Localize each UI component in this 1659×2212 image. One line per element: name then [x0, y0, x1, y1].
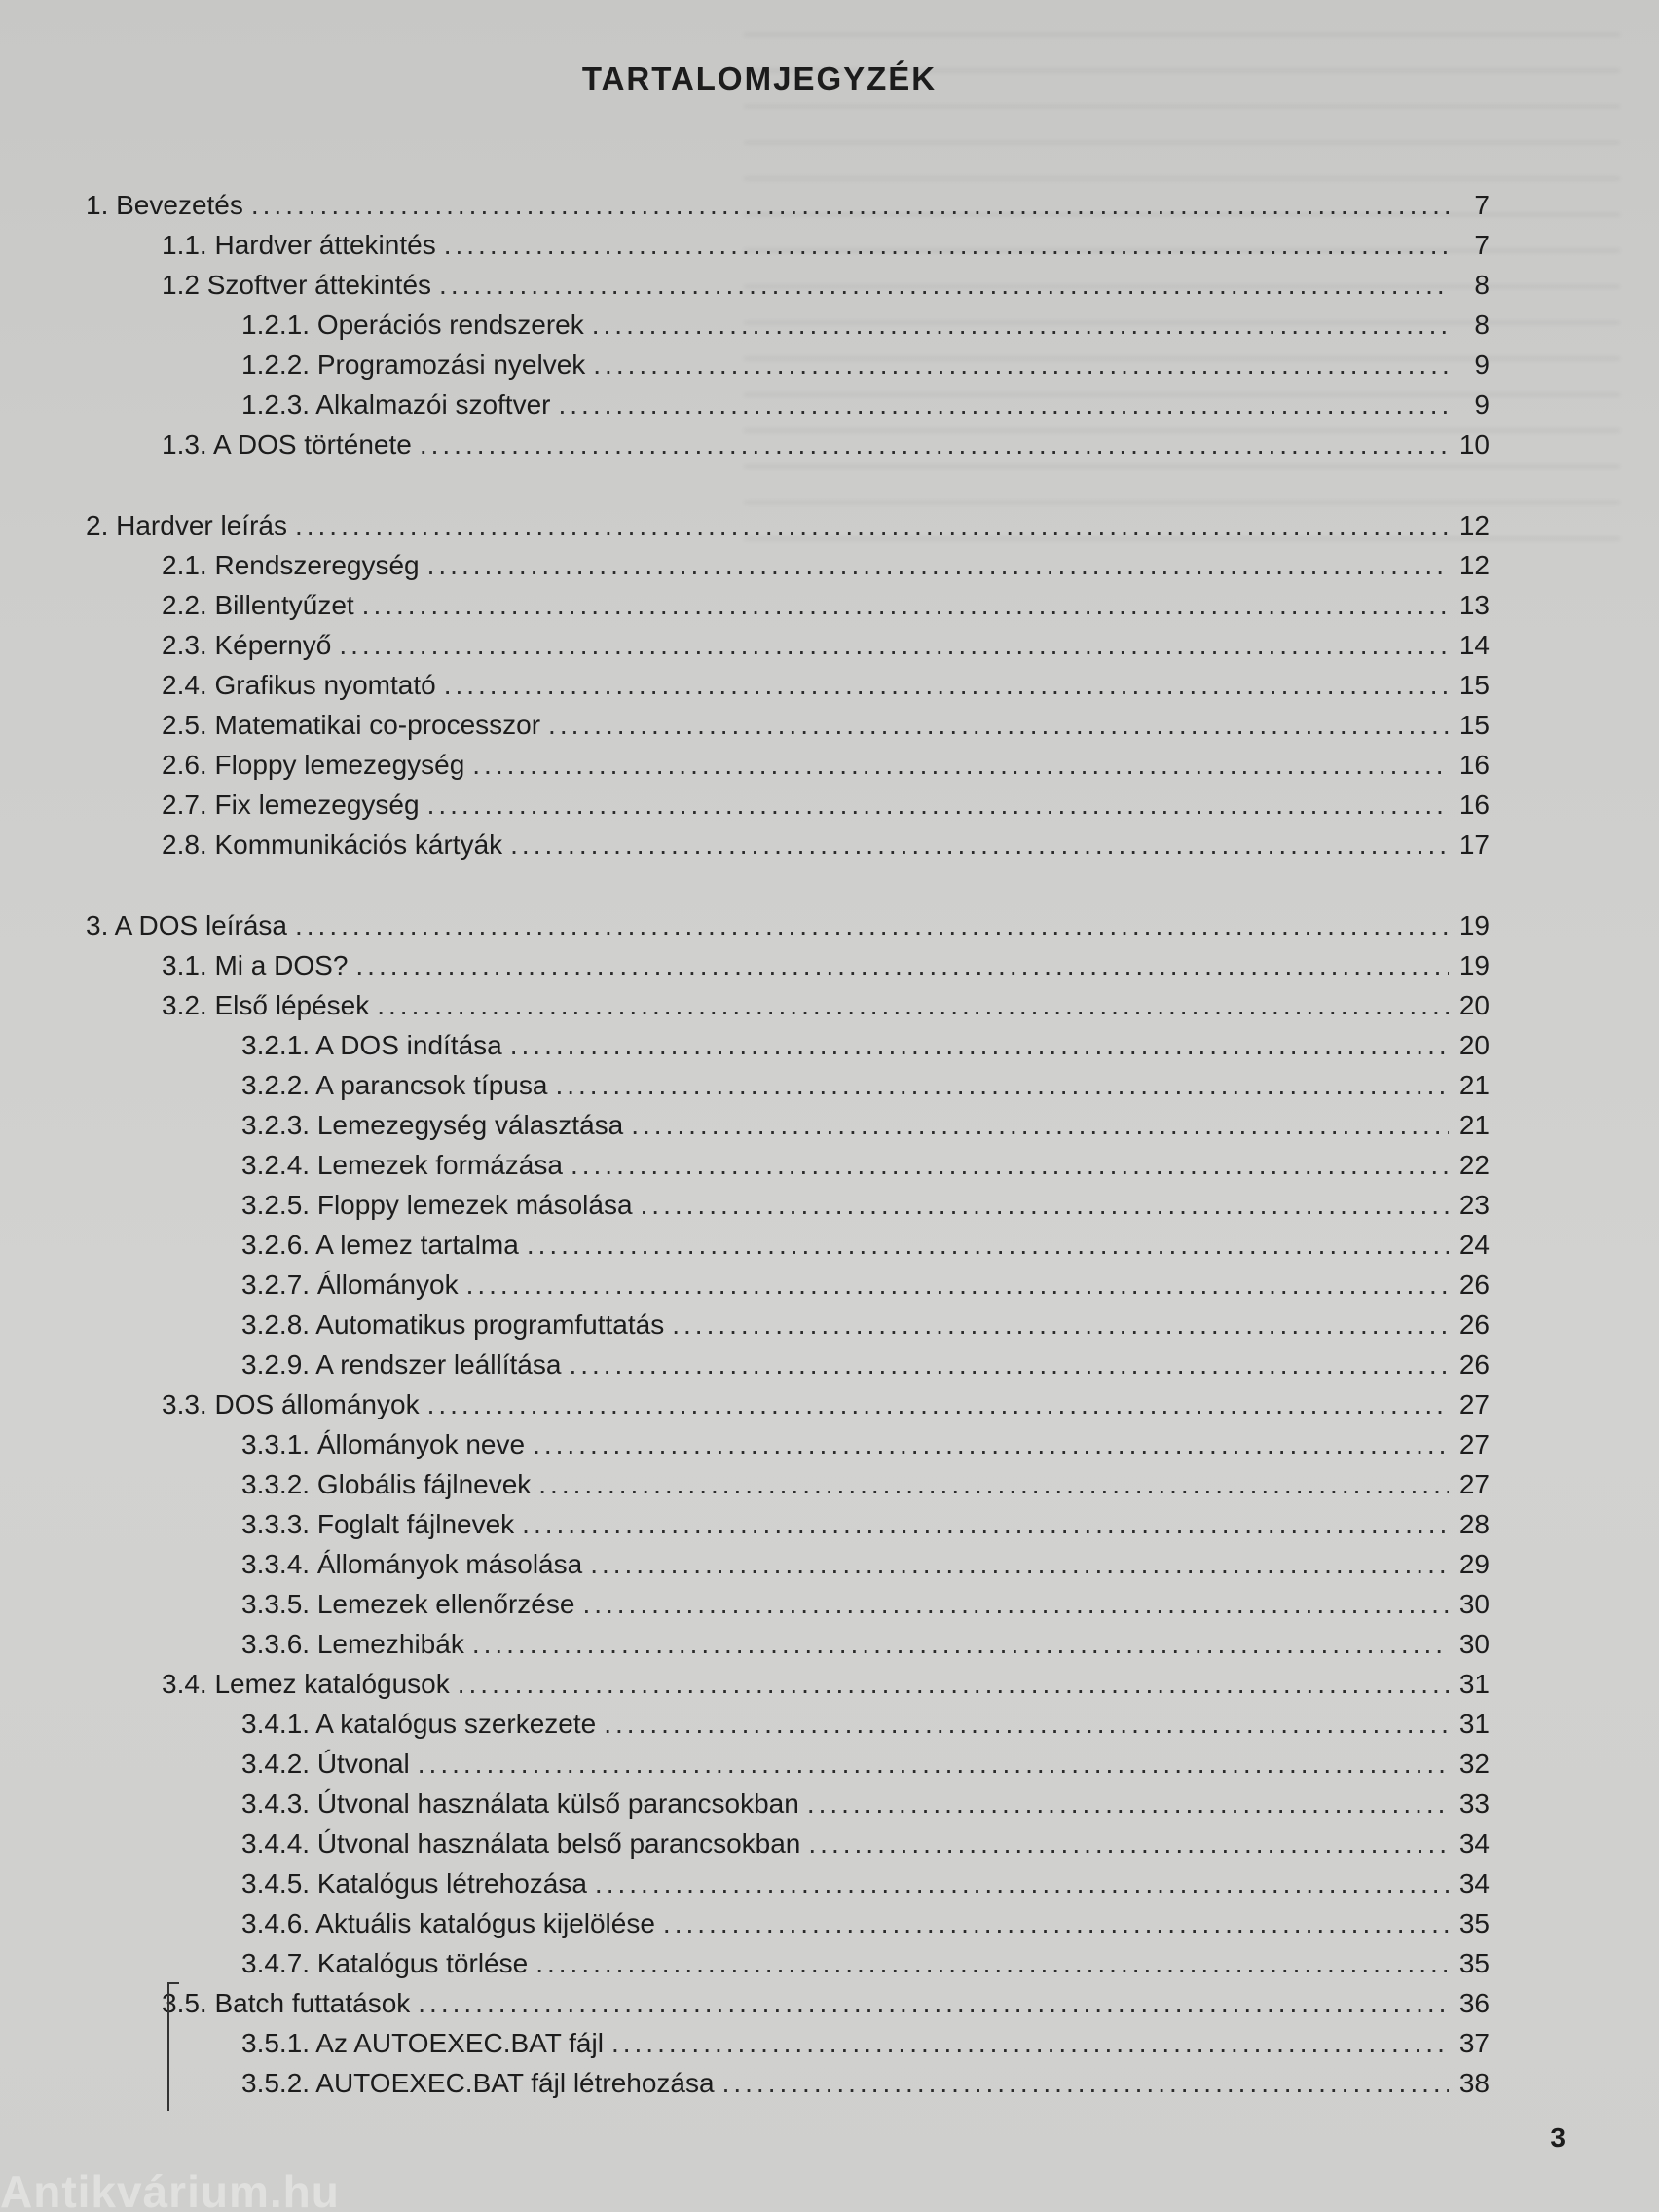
toc-entry-page: 34: [1458, 1868, 1490, 1899]
toc-leader-dots: [535, 1943, 1449, 1984]
toc-leader-dots: [538, 1464, 1449, 1505]
toc-entry-page: 9: [1474, 389, 1490, 420]
toc-entry: [241, 1105, 1490, 1146]
toc-entry-page: 27: [1458, 1389, 1490, 1419]
toc-leader-dots: [672, 1305, 1449, 1346]
toc-leader-dots: [295, 905, 1449, 946]
toc-leader-dots: [510, 825, 1449, 866]
toc-entry: [162, 225, 1490, 266]
toc-entry-label: 1.1. Hardver áttekintés: [162, 230, 436, 260]
toc-entry-page: 7: [1474, 230, 1490, 260]
toc-entry-page: 27: [1458, 1469, 1490, 1499]
toc-entry-page: 29: [1458, 1549, 1490, 1579]
toc-entry-label: 3.4.5. Katalógus létrehozása: [241, 1868, 587, 1899]
toc-entry-label: 3.5. Batch futtatások: [162, 1988, 411, 2018]
toc-leader-dots: [510, 1025, 1449, 1066]
toc-entry-label: 3.4. Lemez katalógusok: [162, 1669, 450, 1699]
toc-entry-label: 1.3. A DOS története: [162, 429, 412, 460]
toc-entry: [162, 705, 1490, 746]
toc-entry-page: 12: [1458, 510, 1490, 540]
toc-entry: [241, 345, 1490, 386]
toc-leader-dots: [427, 785, 1449, 826]
toc-entry: [241, 1145, 1490, 1186]
toc-leader-dots: [295, 505, 1449, 546]
toc-leader-dots: [362, 585, 1449, 626]
toc-entry: [241, 1624, 1490, 1665]
toc-entry: [162, 745, 1490, 786]
watermark: Antikvárium.hu: [0, 2166, 340, 2212]
toc-leader-dots: [251, 185, 1449, 226]
toc-entry-page: 20: [1458, 990, 1490, 1020]
toc-entry: [86, 505, 1490, 546]
toc-leader-dots: [339, 625, 1449, 666]
toc-leader-dots: [472, 745, 1449, 786]
toc-entry: [241, 1744, 1490, 1785]
toc-leader-dots: [582, 1584, 1449, 1625]
toc-entry-page: 26: [1458, 1349, 1490, 1380]
toc-entry: [241, 1185, 1490, 1226]
page-title: TARTALOMJEGYZÉK: [581, 60, 938, 96]
toc-entry-label: 3.3.1. Állományok neve: [241, 1429, 526, 1459]
toc-leader-dots: [571, 1145, 1449, 1186]
toc-entry: [241, 1345, 1490, 1385]
toc-leader-dots: [420, 424, 1449, 465]
toc-entry-page: 19: [1458, 950, 1490, 980]
toc-entry: [86, 185, 1490, 226]
toc-leader-dots: [590, 1544, 1449, 1585]
toc-entry: [162, 545, 1490, 586]
toc-entry-label: 1.2 Szoftver áttekintés: [162, 270, 432, 300]
toc-entry-label: 3.3.6. Lemezhibák: [241, 1629, 464, 1659]
toc-entry: [162, 265, 1490, 306]
toc-leader-dots: [641, 1185, 1449, 1226]
toc-entry-page: 12: [1458, 550, 1490, 580]
toc-entry-label: 3.2. Első lépések: [162, 990, 370, 1020]
toc-leader-dots: [533, 1424, 1449, 1465]
toc-leader-dots: [548, 705, 1449, 746]
toc-entry-label: 3.5.1. Az AUTOEXEC.BAT fájl: [241, 2028, 604, 2058]
toc-entry: [86, 905, 1490, 946]
toc-entry: [241, 1903, 1490, 1944]
toc-entry: [241, 1704, 1490, 1745]
toc-entry-label: 3.1. Mi a DOS?: [162, 950, 349, 980]
toc-leader-dots: [427, 1384, 1449, 1425]
toc-leader-dots: [631, 1105, 1449, 1146]
toc-leader-dots: [527, 1225, 1449, 1266]
toc-entry-page: 22: [1458, 1150, 1490, 1180]
toc-entry-page: 37: [1458, 2028, 1490, 2058]
toc-entry-page: 30: [1458, 1629, 1490, 1659]
toc-entry: [162, 1664, 1490, 1705]
toc-entry-label: 3.2.9. A rendszer leállítása: [241, 1349, 562, 1380]
toc-entry-label: 3.2.6. A lemez tartalma: [241, 1230, 519, 1260]
toc-entry: [241, 2023, 1490, 2064]
toc-entry: [241, 385, 1490, 425]
toc-entry: [162, 825, 1490, 866]
toc-entry-page: 26: [1458, 1309, 1490, 1340]
toc-leader-dots: [444, 225, 1449, 266]
toc-entry-page: 34: [1458, 1828, 1490, 1859]
toc-entry-page: 38: [1458, 2068, 1490, 2098]
toc-leader-dots: [418, 1744, 1449, 1785]
toc-entry: [241, 1784, 1490, 1825]
toc-entry-page: 7: [1474, 190, 1490, 220]
toc-entry: [241, 1824, 1490, 1864]
toc-entry-page: 27: [1458, 1429, 1490, 1459]
toc-entry-page: 9: [1474, 350, 1490, 380]
toc-entry-label: 3.2.5. Floppy lemezek másolása: [241, 1190, 633, 1220]
toc-leader-dots: [569, 1345, 1449, 1385]
toc-entry: [241, 305, 1490, 346]
toc-entry-label: 3.3. DOS állományok: [162, 1389, 420, 1419]
toc-entry-label: 2.3. Képernyő: [162, 630, 332, 660]
toc-entry: [241, 1025, 1490, 1066]
toc-entry-label: 1.2.3. Alkalmazói szoftver: [241, 389, 551, 420]
margin-bracket-mark: [167, 1982, 179, 2111]
toc-leader-dots: [558, 385, 1449, 425]
toc-entry: [241, 1225, 1490, 1266]
toc-entry: [241, 1424, 1490, 1465]
toc-entry-page: 16: [1458, 750, 1490, 780]
toc-leader-dots: [466, 1265, 1449, 1306]
page-number: 3: [1550, 2122, 1566, 2153]
toc-entry: [162, 625, 1490, 666]
toc-entry-page: 35: [1458, 1908, 1490, 1938]
toc-entry-label: 2.1. Rendszeregység: [162, 550, 420, 580]
toc-entry-label: 3.4.4. Útvonal használata belső parancsokban: [241, 1828, 801, 1859]
toc-entry-label: 3.4.7. Katalógus törlése: [241, 1948, 529, 1978]
toc-entry-page: 14: [1458, 630, 1490, 660]
toc-entry-page: 30: [1458, 1589, 1490, 1619]
toc-entry-page: 21: [1458, 1070, 1490, 1100]
toc-entry-page: 31: [1458, 1669, 1490, 1699]
toc-leader-dots: [555, 1065, 1449, 1106]
toc-entry-label: 2.7. Fix lemezegység: [162, 790, 420, 820]
toc-entry-page: 32: [1458, 1749, 1490, 1779]
toc-entry: [162, 985, 1490, 1026]
toc-entry-label: 3.3.3. Foglalt fájlnevek: [241, 1509, 515, 1539]
toc-leader-dots: [604, 1704, 1449, 1745]
toc-entry-page: 10: [1458, 429, 1490, 460]
toc-leader-dots: [722, 2063, 1449, 2104]
toc-entry-label: 3.4.1. A katalógus szerkezete: [241, 1709, 597, 1739]
toc-entry-page: 15: [1458, 710, 1490, 740]
toc-entry-page: 36: [1458, 1988, 1490, 2018]
toc-leader-dots: [663, 1903, 1449, 1944]
toc-entry: [241, 1943, 1490, 1984]
toc-entry: [162, 785, 1490, 826]
toc-entry-label: 3.2.4. Lemezek formázása: [241, 1150, 563, 1180]
toc-leader-dots: [611, 2023, 1449, 2064]
toc-entry-page: 26: [1458, 1270, 1490, 1300]
toc-entry-label: 2.8. Kommunikációs kártyák: [162, 830, 503, 860]
toc-leader-dots: [439, 265, 1449, 306]
toc-entry-label: 3.2.1. A DOS indítása: [241, 1030, 502, 1060]
toc-entry-label: 1.2.1. Operációs rendszerek: [241, 310, 584, 340]
toc-entry-label: 3.4.6. Aktuális katalógus kijelölése: [241, 1908, 655, 1938]
toc-entry-label: 3.2.7. Állományok: [241, 1270, 459, 1300]
toc-entry-page: 33: [1458, 1788, 1490, 1819]
toc-entry: [241, 1504, 1490, 1545]
toc-entry: [162, 585, 1490, 626]
toc-entry-label: 3.4.3. Útvonal használata külső parancsokban: [241, 1788, 799, 1819]
toc-entry: [162, 665, 1490, 706]
toc-entry-label: 3.2.3. Lemezegység választása: [241, 1110, 624, 1140]
toc-leader-dots: [595, 1863, 1449, 1904]
toc-entry-label: 2. Hardver leírás: [86, 510, 287, 540]
toc-leader-dots: [592, 305, 1449, 346]
toc-entry-label: 1. Bevezetés: [86, 190, 243, 220]
toc-entry-page: 17: [1458, 830, 1490, 860]
toc-entry-label: 2.2. Billentyűzet: [162, 590, 354, 620]
toc-entry-label: 3. A DOS leírása: [86, 910, 287, 940]
toc-leader-dots: [472, 1624, 1449, 1665]
toc-entry: [241, 1065, 1490, 1106]
toc-entry-page: 35: [1458, 1948, 1490, 1978]
toc-leader-dots: [522, 1504, 1449, 1545]
toc-leader-dots: [427, 545, 1449, 586]
toc-entry-page: 28: [1458, 1509, 1490, 1539]
toc-entry-label: 3.2.2. A parancsok típusa: [241, 1070, 548, 1100]
toc-entry-page: 16: [1458, 790, 1490, 820]
toc-entry-label: 1.2.2. Programozási nyelvek: [241, 350, 586, 380]
toc-entry: [241, 1863, 1490, 1904]
toc-leader-dots: [458, 1664, 1449, 1705]
toc-entry-page: 21: [1458, 1110, 1490, 1140]
toc-entry-label: 3.3.4. Állományok másolása: [241, 1549, 583, 1579]
toc-leader-dots: [377, 985, 1449, 1026]
toc-entry: [241, 1584, 1490, 1625]
toc-leader-dots: [418, 1983, 1449, 2024]
toc-entry: [241, 1464, 1490, 1505]
toc-entry: [241, 1544, 1490, 1585]
toc-entry-label: 2.4. Grafikus nyomtató: [162, 670, 436, 700]
toc-leader-dots: [444, 665, 1449, 706]
toc-entry-label: 3.5.2. AUTOEXEC.BAT fájl létrehozása: [241, 2068, 715, 2098]
toc-entry-label: 3.3.5. Lemezek ellenőrzése: [241, 1589, 575, 1619]
toc-leader-dots: [355, 945, 1449, 986]
toc-entry-label: 3.4.2. Útvonal: [241, 1749, 410, 1779]
toc-entry-page: 31: [1458, 1709, 1490, 1739]
toc-entry-label: 2.5. Matematikai co-processzor: [162, 710, 541, 740]
toc-entry-label: 3.3.2. Globális fájlnevek: [241, 1469, 532, 1499]
toc-entry: [162, 1384, 1490, 1425]
toc-entry-page: 19: [1458, 910, 1490, 940]
toc-entry: [241, 2063, 1490, 2104]
toc-entry-label: 2.6. Floppy lemezegység: [162, 750, 465, 780]
toc-entry-page: 15: [1458, 670, 1490, 700]
toc-entry: [241, 1265, 1490, 1306]
toc-entry-label: 3.2.8. Automatikus programfuttatás: [241, 1309, 665, 1340]
toc-entry: [162, 1983, 1490, 2024]
toc-entry: [162, 424, 1490, 465]
toc-entry: [241, 1305, 1490, 1346]
toc-leader-dots: [807, 1784, 1449, 1825]
toc-entry-page: 8: [1474, 310, 1490, 340]
toc-entry-page: 13: [1458, 590, 1490, 620]
toc-entry-page: 23: [1458, 1190, 1490, 1220]
toc-leader-dots: [808, 1824, 1449, 1864]
toc-leader-dots: [593, 345, 1449, 386]
toc-entry-page: 8: [1474, 270, 1490, 300]
toc-entry: [162, 945, 1490, 986]
toc-entry-page: 20: [1458, 1030, 1490, 1060]
toc-entry-page: 24: [1458, 1230, 1490, 1260]
